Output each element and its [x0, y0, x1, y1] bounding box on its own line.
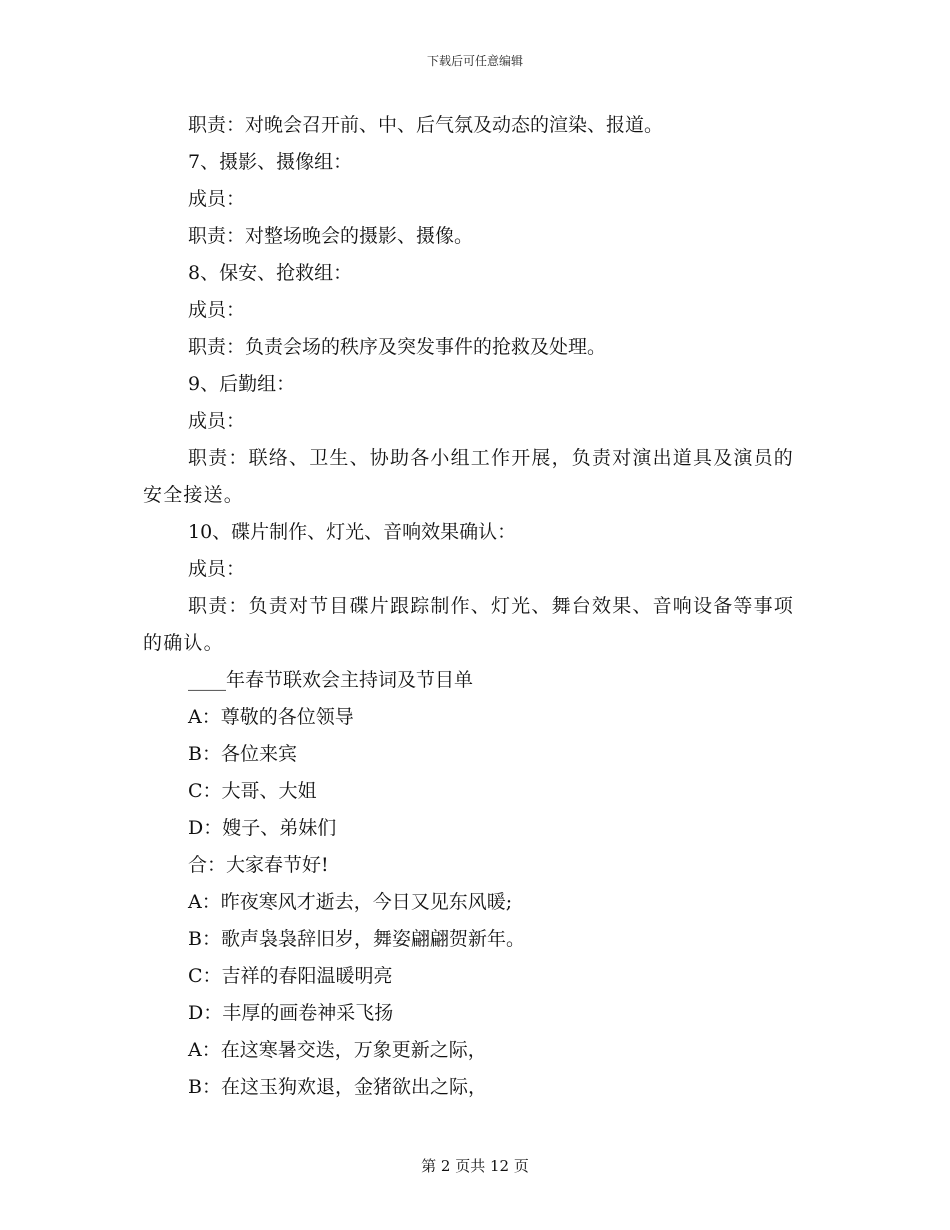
section-heading: 7、摄影、摄像组： — [188, 151, 353, 173]
paragraph-line: 职责：对晚会召开前、中、后气氛及动态的渲染、报道。 — [188, 114, 664, 136]
dialogue-line: C：吉祥的春阳温暖明亮 — [188, 965, 393, 987]
dialogue-line: B：在这玉狗欢退，金猪欲出之际， — [188, 1076, 487, 1098]
paragraph-line: 成员： — [188, 188, 246, 210]
paragraph-line: 职责：对整场晚会的摄影、摄像。 — [188, 225, 474, 247]
dialogue-line: 合：大家春节好! — [188, 854, 329, 876]
dialogue-line: B：歌声袅袅辞旧岁，舞姿翩翩贺新年。 — [188, 928, 525, 950]
dialogue-line: D：丰厚的画卷神采飞扬 — [188, 1002, 394, 1024]
paragraph-line: 成员： — [188, 410, 246, 432]
document-body — [143, 107, 803, 1106]
dialogue-line: C：大哥、大姐 — [188, 780, 317, 802]
paragraph-line: 职责：负责会场的秩序及突发事件的抢救及处理。 — [188, 336, 607, 358]
dialogue-line: A：昨夜寒风才逝去，今日又见东风暖; — [188, 891, 513, 913]
dialogue-line: D：嫂子、弟妹们 — [188, 817, 337, 839]
script-title: ____年春节联欢会主持词及节目单 — [188, 669, 474, 691]
paragraph-wrapped: 职责：负责对节目碟片跟踪制作、灯光、舞台效果、音响设备等事项的确认。 — [143, 595, 795, 654]
dialogue-line: B：各位来宾 — [188, 743, 297, 765]
page-header: 下载后可任意编辑 — [426, 54, 523, 68]
paragraph-line: 成员： — [188, 299, 246, 321]
page-footer: 第 2 页共 12 页 — [421, 1157, 529, 1175]
dialogue-line: A：尊敬的各位领导 — [188, 706, 354, 728]
paragraph-wrapped: 职责：联络、卫生、协助各小组工作开展，负责对演出道具及演员的安全接送。 — [143, 447, 795, 506]
dialogue-line: A：在这寒暑交迭，万象更新之际， — [188, 1039, 487, 1061]
paragraph-line: 成员： — [188, 558, 246, 580]
section-heading: 8、保安、抢救组： — [188, 262, 353, 284]
section-heading: 9、后勤组： — [188, 373, 296, 395]
section-heading: 10、碟片制作、灯光、音响效果确认： — [188, 521, 517, 543]
